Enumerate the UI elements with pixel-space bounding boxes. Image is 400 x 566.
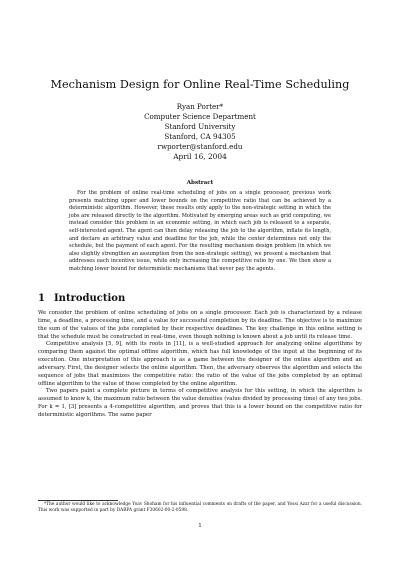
author-institution: Stanford University (164, 122, 236, 132)
paragraph: We consider the problem of online scheduling of jobs on a single processor. Each job is characterized by a release time, a deadline, a processing time, and a value for successful completion by its deadline. The objective is to maximize the sum of the values of the jobs completed by their respective deadlines. The key challenge in this online setting is that the schedule must be constructed in real-time, even though nothing is known about a job until its release time. (38, 310, 362, 340)
author-department: Computer Science Department (144, 112, 256, 122)
author-address: Stanford, CA 94305 (164, 132, 236, 142)
author-block (60, 102, 340, 152)
section-number: 1 (38, 293, 45, 304)
paper-title: Mechanism Design for Online Real-Time Scheduling (50, 78, 350, 91)
page-number: 1 (198, 523, 202, 529)
abstract-heading: Abstract (186, 180, 214, 186)
footnote-rule (38, 500, 118, 501)
paper-date: April 16, 2004 (173, 152, 227, 161)
author-email: rwporter@stanford.edu (157, 142, 243, 152)
section-title: Introduction (54, 293, 126, 304)
paragraph: Competitive analysis [5, 9], with its roots in [11], is a well-studied approach for analyzing online algorithms by comparing them against the optimal offline algorithm, which has full knowledge of the input at the beginning of its execution. One interpretation of this approach is as a game between the designer of the online algorithm and an adversary. First, the designer selects the online algorithm. Then, the adversary observes the algorithm and selects the sequence of jobs that maximizes the competitive ratio: the ratio of the value of the jobs completed by an optimal offline algorithm to the value of those completed by the online algorithm. (38, 341, 362, 387)
abstract-text: For the problem of online real-time scheduling of jobs on a single processor, previous work presents matching upper and lower bounds on the competitive ratio that can be achieved by a deterministic algorithm. However, these results only apply to the non-strategic setting in which the jobs are released directly to the algorithm. Motivated by emerging areas such as grid computing, we instead consider this problem in an economic setting, in which each job is released to a separate, self-interested agent. The agent can then delay releasing the job to the algorithm, inflate its length, and declare an arbitrary value and deadline for the job, while the center determines not only the schedule, but the payment of each agent. For the resulting mechanism design problem (in which we also slightly strengthen an assumption from the non-strategic setting), we present a mechanism that addresses each incentive issue, while only increasing the competitive ratio by one. We then show a matching lower bound for deterministic mechanisms that never pay the agents. (69, 190, 331, 272)
author-name: Ryan Porter* (176, 102, 224, 111)
section-heading (38, 293, 125, 304)
section-body (38, 310, 362, 420)
footnote: *The author would like to acknowledge Yoav Shoham for his influential comments on drafts of the paper, and Yossi Azar for a useful discussion. This work was supported in part by DARPA grant F30602-00-2-0598. (38, 502, 362, 514)
paragraph: Two papers paint a complete picture in terms of competitive analysis for this setting, in which the algorithm is assumed to know k, the maximum ratio between the value densities (value divided by processing time) of any two jobs. For k = 1, [3] presents a 4-competitive algorithm, and proves that this is a lower bound on the competitive ratio for deterministic algorithms. The same paper (38, 388, 362, 418)
